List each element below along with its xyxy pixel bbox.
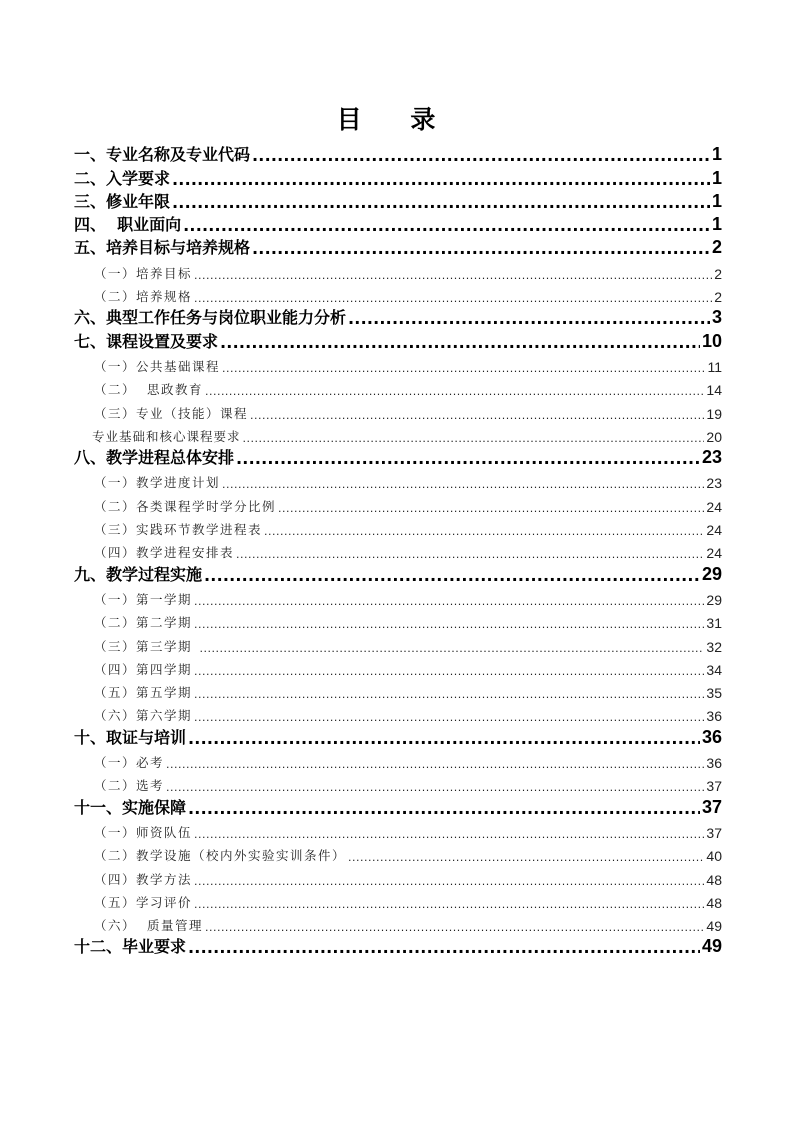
- toc-page-number: 37: [706, 778, 722, 795]
- dot-leader: [205, 385, 704, 398]
- toc-page-number: 1: [711, 190, 722, 211]
- toc-entry-title: （六） 质量管理: [94, 918, 203, 934]
- toc-section-link[interactable]: [74, 422, 722, 445]
- toc-page-number: 1: [711, 144, 722, 165]
- toc-page-number: 19: [706, 405, 722, 422]
- toc-chapter-link[interactable]: [74, 189, 722, 212]
- toc-entry-title: （六）第六学期: [94, 708, 193, 724]
- toc-page-number: 24: [706, 545, 722, 562]
- dot-leader: [188, 729, 700, 748]
- toc-section-link[interactable]: [74, 585, 722, 608]
- toc-page-number: 32: [706, 638, 722, 655]
- toc-page-number: 2: [714, 265, 722, 282]
- toc-section-link[interactable]: [74, 491, 722, 514]
- toc-page-number: 2: [714, 289, 722, 306]
- toc-page-number: 37: [701, 796, 722, 817]
- dot-leader: [194, 665, 704, 678]
- toc-page-number: 35: [706, 685, 722, 702]
- dot-leader: [183, 216, 710, 235]
- toc-page-number: 40: [706, 848, 722, 865]
- table-of-contents: [74, 142, 722, 957]
- toc-chapter-link[interactable]: [74, 142, 722, 165]
- toc-entry-title: （一）第一学期: [94, 591, 193, 607]
- toc-section-link[interactable]: [74, 282, 722, 305]
- dot-leader: [252, 146, 710, 165]
- toc-entry-title: （一）培养目标: [94, 265, 193, 281]
- toc-section-link[interactable]: [74, 631, 722, 654]
- toc-page-number: 24: [706, 522, 722, 539]
- toc-entry-title: （一）教学进度计划: [94, 475, 221, 491]
- toc-page-number: 1: [711, 214, 722, 235]
- dot-leader: [194, 875, 704, 888]
- toc-page-number: 14: [706, 382, 722, 399]
- dot-leader: [194, 711, 704, 724]
- toc-page-number: 31: [706, 615, 722, 632]
- dot-leader: [194, 292, 712, 305]
- toc-page-number: 23: [701, 447, 722, 468]
- toc-page-number: 36: [706, 708, 722, 725]
- toc-entry-title: （二）各类课程学时学分比例: [94, 498, 277, 514]
- toc-section-link[interactable]: [74, 655, 722, 678]
- toc-section-link[interactable]: [74, 701, 722, 724]
- toc-entry-title: 二、入学要求: [74, 168, 171, 188]
- dot-leader: [188, 938, 700, 957]
- toc-section-link[interactable]: [74, 515, 722, 538]
- dot-leader: [250, 409, 704, 422]
- toc-chapter-link[interactable]: [74, 212, 722, 235]
- dot-leader: [220, 333, 700, 352]
- toc-page-number: 29: [701, 563, 722, 584]
- page-title: 目 录: [336, 105, 456, 134]
- toc-entry-title: （二）选考: [94, 778, 165, 794]
- dot-leader: [278, 502, 704, 515]
- dot-leader: [205, 921, 704, 934]
- toc-entry-title: 十一、实施保障: [74, 797, 187, 817]
- toc-entry-title: 九、教学过程实施: [74, 564, 203, 584]
- dot-leader: [194, 595, 704, 608]
- dot-leader: [204, 566, 700, 585]
- toc-section-link[interactable]: [74, 841, 722, 864]
- toc-chapter-link[interactable]: [74, 794, 722, 817]
- toc-section-link[interactable]: [74, 398, 722, 421]
- toc-entry-title: （二）培养规格: [94, 289, 193, 305]
- toc-page-number: 36: [706, 755, 722, 772]
- toc-chapter-link[interactable]: [74, 165, 722, 188]
- toc-entry-title: （四）第四学期: [94, 661, 193, 677]
- dot-leader: [194, 688, 704, 701]
- toc-page-number: 10: [701, 330, 722, 351]
- dot-leader: [172, 193, 710, 212]
- toc-chapter-link[interactable]: [74, 328, 722, 351]
- toc-chapter-link[interactable]: [74, 934, 722, 957]
- toc-entry-title: （一）师资队伍: [94, 824, 193, 840]
- toc-entry-title: （三）专业（技能）课程: [94, 405, 249, 421]
- toc-entry-title: （四）教学方法: [94, 871, 193, 887]
- toc-page-number: 24: [706, 498, 722, 515]
- toc-chapter-link[interactable]: [74, 305, 722, 328]
- toc-page-number: 1: [711, 167, 722, 188]
- toc-section-link[interactable]: [74, 888, 722, 911]
- toc-entry-title: 七、课程设置及要求: [74, 331, 219, 351]
- dot-leader: [236, 548, 704, 561]
- dot-leader: [236, 449, 700, 468]
- dot-leader: [243, 432, 705, 445]
- toc-entry-title: 三、修业年限: [74, 191, 171, 211]
- toc-section-link[interactable]: [74, 608, 722, 631]
- toc-entry-title: （二）第二学期: [94, 615, 193, 631]
- toc-entry-title: （三）第三学期: [94, 638, 198, 654]
- toc-entry-title: 十、取证与培训: [74, 727, 187, 747]
- toc-entry-title: （五）第五学期: [94, 685, 193, 701]
- dot-leader: [188, 799, 700, 818]
- toc-section-link[interactable]: [74, 375, 722, 398]
- toc-entry-title: （四）教学进程安排表: [94, 545, 235, 561]
- toc-section-link[interactable]: [74, 864, 722, 887]
- toc-page-number: 29: [706, 591, 722, 608]
- toc-entry-title: 十二、毕业要求: [74, 937, 187, 957]
- toc-entry-title: （五）学习评价: [94, 894, 193, 910]
- toc-entry-title: 六、典型工作任务与岗位职业能力分析: [74, 308, 347, 328]
- toc-entry-title: （一）公共基础课程: [94, 358, 221, 374]
- toc-section-link[interactable]: [74, 748, 722, 771]
- toc-page-number: 11: [707, 358, 722, 375]
- toc-page-number: 48: [706, 871, 722, 888]
- toc-page-number: 37: [706, 824, 722, 841]
- toc-page-number: 20: [706, 428, 722, 445]
- toc-entry-title: （三）实践环节教学进程表: [94, 522, 263, 538]
- toc-page-number: 2: [711, 237, 722, 258]
- toc-section-link[interactable]: [74, 468, 722, 491]
- toc-section-link[interactable]: [74, 352, 722, 375]
- dot-leader: [264, 525, 704, 538]
- toc-section-link[interactable]: [74, 771, 722, 794]
- toc-page-number: 49: [701, 936, 722, 957]
- toc-chapter-link[interactable]: [74, 235, 722, 258]
- dot-leader: [172, 170, 710, 189]
- dot-leader: [199, 642, 704, 655]
- dot-leader: [348, 851, 704, 864]
- toc-section-link[interactable]: [74, 538, 722, 561]
- toc-entry-title: 专业基础和核心课程要求: [92, 428, 241, 444]
- toc-page-number: 3: [711, 307, 722, 328]
- toc-section-link[interactable]: [74, 258, 722, 281]
- toc-chapter-link[interactable]: [74, 561, 722, 584]
- toc-page-number: 34: [706, 661, 722, 678]
- toc-entry-title: （一）必考: [94, 755, 165, 771]
- toc-page-number: 23: [706, 475, 722, 492]
- dot-leader: [166, 781, 704, 794]
- dot-leader: [194, 898, 704, 911]
- dot-leader: [348, 309, 710, 328]
- dot-leader: [166, 758, 704, 771]
- toc-chapter-link[interactable]: [74, 445, 722, 468]
- toc-entry-title: 四、 职业面向: [74, 215, 182, 235]
- dot-leader: [252, 239, 710, 258]
- toc-section-link[interactable]: [74, 911, 722, 934]
- toc-entry-title: 一、专业名称及专业代码: [74, 145, 251, 165]
- dot-leader: [222, 362, 705, 375]
- dot-leader: [194, 269, 712, 282]
- toc-section-link[interactable]: [74, 678, 722, 701]
- toc-section-link[interactable]: [74, 818, 722, 841]
- dot-leader: [194, 828, 704, 841]
- toc-entry-title: （二）教学设施（校内外实验实训条件）: [94, 848, 347, 864]
- toc-entry-title: 五、培养目标与培养规格: [74, 238, 251, 258]
- toc-chapter-link[interactable]: [74, 724, 722, 747]
- toc-entry-title: 八、教学进程总体安排: [74, 448, 235, 468]
- toc-page-number: 49: [706, 918, 722, 935]
- dot-leader: [222, 478, 704, 491]
- toc-entry-title: （二） 思政教育: [94, 382, 203, 398]
- toc-page-number: 36: [701, 726, 722, 747]
- toc-page-number: 48: [706, 894, 722, 911]
- dot-leader: [194, 618, 704, 631]
